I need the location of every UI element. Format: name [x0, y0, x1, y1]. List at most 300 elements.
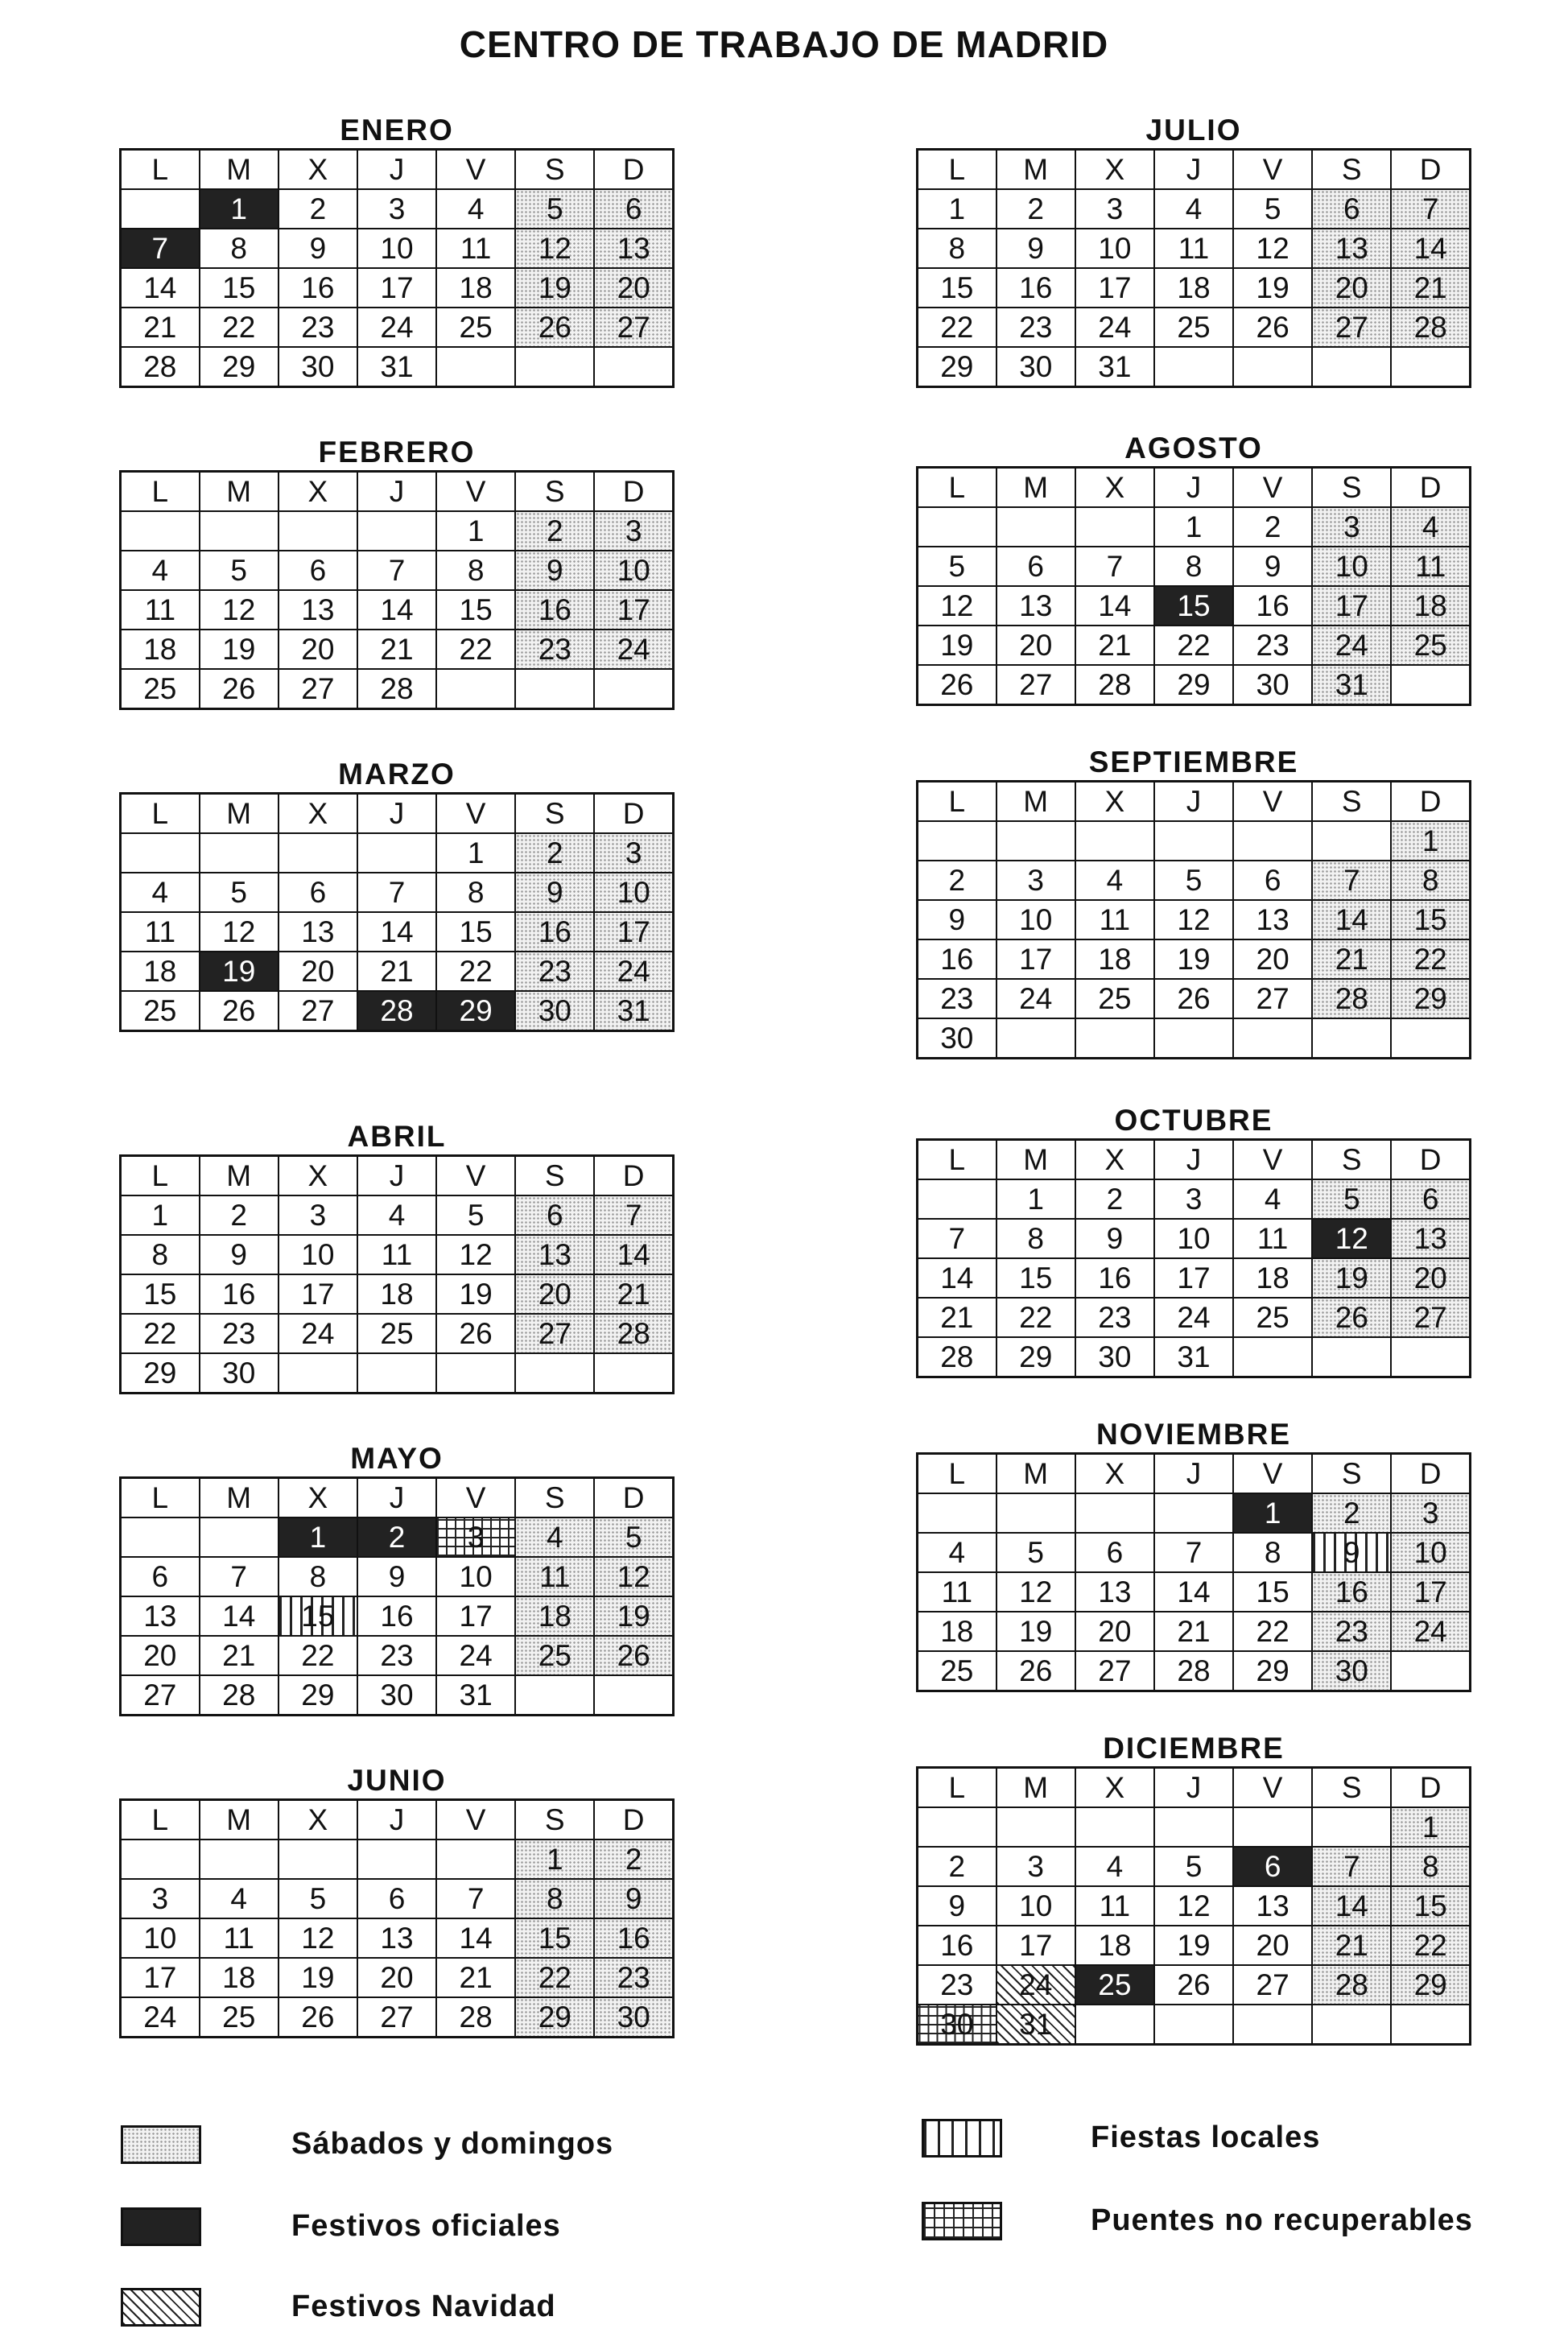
day-cell: 1 [279, 1517, 357, 1557]
day-cell: 9 [594, 1879, 673, 1918]
day-cell: 22 [436, 630, 515, 669]
day-cell: 30 [357, 1675, 436, 1716]
week-row [918, 586, 1471, 626]
legend-label-weekend: Sábados y domingos [291, 2127, 614, 2161]
day-cell: 2 [515, 833, 594, 873]
day-cell: 10 [1075, 229, 1154, 268]
day-cell: 20 [997, 626, 1075, 665]
day-cell: 17 [594, 590, 673, 630]
day-cell: 12 [436, 1235, 515, 1274]
weekday-header: J [1154, 1140, 1233, 1180]
weekday-header: S [515, 794, 594, 834]
day-cell: 23 [594, 1958, 673, 1997]
day-cell: 1 [1233, 1493, 1312, 1533]
day-cell: 4 [1154, 189, 1233, 229]
day-cell: 29 [279, 1675, 357, 1716]
empty-cell [1075, 507, 1154, 547]
day-cell: 15 [1154, 586, 1233, 626]
day-cell: 2 [279, 189, 357, 229]
empty-cell [594, 347, 673, 387]
day-cell: 6 [121, 1557, 200, 1596]
weekday-header: D [594, 1156, 673, 1196]
day-cell: 9 [357, 1557, 436, 1596]
day-cell: 29 [1233, 1651, 1312, 1691]
day-cell: 3 [997, 861, 1075, 900]
day-cell: 20 [1391, 1258, 1470, 1298]
day-cell: 27 [997, 665, 1075, 705]
day-cell: 15 [121, 1274, 200, 1314]
day-cell: 2 [1312, 1493, 1391, 1533]
day-cell: 20 [515, 1274, 594, 1314]
weekday-header: J [1154, 1454, 1233, 1494]
day-cell: 18 [1391, 586, 1470, 626]
day-cell: 3 [436, 1517, 515, 1557]
day-cell: 6 [997, 547, 1075, 586]
empty-cell [1312, 821, 1391, 861]
day-cell: 31 [436, 1675, 515, 1716]
weekday-header: X [279, 1800, 357, 1840]
day-cell: 7 [1154, 1533, 1233, 1572]
day-cell: 5 [594, 1517, 673, 1557]
empty-cell [200, 1840, 279, 1879]
day-cell: 24 [997, 1965, 1075, 2005]
day-cell: 7 [200, 1557, 279, 1596]
day-cell: 17 [1312, 586, 1391, 626]
day-cell: 30 [918, 1018, 997, 1059]
day-cell: 21 [200, 1636, 279, 1675]
week-row [121, 1274, 674, 1314]
day-cell: 4 [121, 551, 200, 590]
legend-label-christmas: Festivos Navidad [291, 2290, 556, 2323]
empty-cell [436, 347, 515, 387]
day-cell: 22 [200, 308, 279, 347]
month-name: MARZO [338, 758, 456, 791]
week-row [121, 1840, 674, 1879]
empty-cell [515, 1675, 594, 1716]
weekday-header: V [436, 1800, 515, 1840]
day-cell: 4 [1075, 861, 1154, 900]
week-row [121, 1675, 674, 1716]
weekday-header-row [121, 150, 674, 190]
week-row [121, 1517, 674, 1557]
day-cell: 10 [594, 873, 673, 912]
day-cell: 26 [1154, 979, 1233, 1018]
page-title: CENTRO DE TRABAJO DE MADRID [459, 23, 1109, 65]
day-cell: 5 [436, 1195, 515, 1235]
day-cell: 17 [1391, 1572, 1470, 1612]
empty-cell [1154, 2005, 1233, 2045]
weekday-header: M [997, 782, 1075, 822]
day-cell: 6 [594, 189, 673, 229]
day-cell: 7 [1391, 189, 1470, 229]
day-cell: 26 [515, 308, 594, 347]
month-name: AGOSTO [1124, 432, 1263, 465]
month-table [916, 1452, 1471, 1692]
day-cell: 11 [1075, 1886, 1154, 1926]
day-cell: 9 [515, 873, 594, 912]
empty-cell [121, 511, 200, 551]
day-cell: 7 [594, 1195, 673, 1235]
day-cell: 26 [1233, 308, 1312, 347]
day-cell: 9 [997, 229, 1075, 268]
empty-cell [1391, 347, 1470, 387]
empty-cell [515, 347, 594, 387]
day-cell: 1 [997, 1179, 1075, 1219]
weekday-header: M [997, 468, 1075, 508]
month-name: ABRIL [347, 1120, 447, 1153]
day-cell: 11 [1391, 547, 1470, 586]
day-cell: 31 [594, 991, 673, 1031]
day-cell: 12 [515, 229, 594, 268]
day-cell: 19 [200, 630, 279, 669]
day-cell: 14 [121, 268, 200, 308]
day-cell: 3 [594, 511, 673, 551]
week-row [121, 189, 674, 229]
day-cell: 22 [436, 952, 515, 991]
weekday-header-row [918, 782, 1471, 822]
weekday-header: L [121, 1478, 200, 1518]
weekday-header-row [121, 1800, 674, 1840]
day-cell: 16 [594, 1918, 673, 1958]
day-cell: 9 [1075, 1219, 1154, 1258]
day-cell: 23 [1233, 626, 1312, 665]
weekday-header: D [1391, 468, 1470, 508]
day-cell: 5 [997, 1533, 1075, 1572]
day-cell: 14 [357, 912, 436, 952]
weekday-header: D [594, 1800, 673, 1840]
week-row [918, 861, 1471, 900]
month-name: DICIEMBRE [1103, 1732, 1285, 1765]
week-row [918, 939, 1471, 979]
empty-cell [1154, 1807, 1233, 1847]
day-cell: 16 [1075, 1258, 1154, 1298]
day-cell: 23 [515, 952, 594, 991]
weekday-header: L [121, 150, 200, 190]
weekday-header: S [515, 150, 594, 190]
weekday-header: V [1233, 1454, 1312, 1494]
week-row [918, 1493, 1471, 1533]
day-cell: 16 [200, 1274, 279, 1314]
week-row [121, 833, 674, 873]
month-name: FEBRERO [318, 436, 476, 469]
weekday-header-row [121, 794, 674, 834]
day-cell: 5 [1312, 1179, 1391, 1219]
day-cell: 13 [121, 1596, 200, 1636]
empty-cell [357, 833, 436, 873]
day-cell: 19 [436, 1274, 515, 1314]
weekday-header: V [1233, 782, 1312, 822]
day-cell: 10 [1391, 1533, 1470, 1572]
day-cell: 2 [918, 861, 997, 900]
day-cell: 28 [1154, 1651, 1233, 1691]
day-cell: 13 [1391, 1219, 1470, 1258]
empty-cell [1233, 347, 1312, 387]
day-cell: 10 [436, 1557, 515, 1596]
day-cell: 24 [997, 979, 1075, 1018]
day-cell: 10 [1312, 547, 1391, 586]
day-cell: 25 [1154, 308, 1233, 347]
weekday-header: M [200, 1156, 279, 1196]
weekday-header: M [997, 1140, 1075, 1180]
empty-cell [1391, 2005, 1470, 2045]
week-row [918, 821, 1471, 861]
weekday-header-row [121, 472, 674, 512]
day-cell: 11 [121, 590, 200, 630]
week-row [918, 1612, 1471, 1651]
day-cell: 8 [279, 1557, 357, 1596]
day-cell: 4 [1075, 1847, 1154, 1886]
day-cell: 29 [515, 1997, 594, 2038]
week-row [918, 189, 1471, 229]
day-cell: 16 [515, 590, 594, 630]
weekday-header: S [1312, 1140, 1391, 1180]
day-cell: 27 [515, 1314, 594, 1353]
day-cell: 7 [121, 229, 200, 268]
day-cell: 9 [515, 551, 594, 590]
week-row [918, 1298, 1471, 1337]
day-cell: 14 [1391, 229, 1470, 268]
day-cell: 18 [121, 630, 200, 669]
day-cell: 14 [918, 1258, 997, 1298]
day-cell: 23 [1075, 1298, 1154, 1337]
day-cell: 2 [357, 1517, 436, 1557]
weekday-header: V [1233, 468, 1312, 508]
day-cell: 28 [357, 991, 436, 1031]
empty-cell [357, 511, 436, 551]
weekday-header: S [1312, 1768, 1391, 1808]
empty-cell [279, 511, 357, 551]
day-cell: 1 [1154, 507, 1233, 547]
weekday-header: L [918, 150, 997, 190]
weekday-header: D [594, 472, 673, 512]
empty-cell [594, 1675, 673, 1716]
weekday-header: M [997, 1768, 1075, 1808]
day-cell: 9 [200, 1235, 279, 1274]
empty-cell [997, 1493, 1075, 1533]
day-cell: 27 [594, 308, 673, 347]
weekday-header: M [200, 794, 279, 834]
day-cell: 22 [1233, 1612, 1312, 1651]
weekday-header: M [200, 472, 279, 512]
day-cell: 17 [121, 1958, 200, 1997]
empty-cell [1312, 2005, 1391, 2045]
day-cell: 9 [1312, 1533, 1391, 1572]
day-cell: 14 [1154, 1572, 1233, 1612]
weekday-header: S [1312, 150, 1391, 190]
official-holiday-swatch [121, 2207, 201, 2246]
day-cell: 7 [1075, 547, 1154, 586]
day-cell: 12 [1233, 229, 1312, 268]
day-cell: 10 [1154, 1219, 1233, 1258]
weekday-header: J [357, 472, 436, 512]
weekday-header: S [515, 472, 594, 512]
day-cell: 6 [1391, 1179, 1470, 1219]
day-cell: 7 [1312, 861, 1391, 900]
weekday-header: X [279, 1156, 357, 1196]
day-cell: 11 [515, 1557, 594, 1596]
weekday-header: J [357, 1156, 436, 1196]
day-cell: 2 [1233, 507, 1312, 547]
day-cell: 9 [279, 229, 357, 268]
day-cell: 5 [279, 1879, 357, 1918]
empty-cell [1154, 347, 1233, 387]
day-cell: 17 [279, 1274, 357, 1314]
day-cell: 11 [1154, 229, 1233, 268]
empty-cell [1312, 347, 1391, 387]
day-cell: 25 [200, 1997, 279, 2038]
day-cell: 7 [357, 873, 436, 912]
day-cell: 15 [918, 268, 997, 308]
weekday-header: J [1154, 1768, 1233, 1808]
day-cell: 28 [436, 1997, 515, 2038]
day-cell: 27 [279, 991, 357, 1031]
empty-cell [997, 1807, 1075, 1847]
weekday-header-row [918, 468, 1471, 508]
weekday-header: X [1075, 1140, 1154, 1180]
week-row [121, 1997, 674, 2038]
day-cell: 16 [997, 268, 1075, 308]
week-row [918, 1258, 1471, 1298]
month-name: OCTUBRE [1114, 1104, 1273, 1137]
empty-cell [436, 1353, 515, 1394]
day-cell: 28 [1312, 979, 1391, 1018]
day-cell: 23 [918, 979, 997, 1018]
empty-cell [1154, 821, 1233, 861]
month-marzo [119, 757, 675, 1032]
day-cell: 28 [594, 1314, 673, 1353]
day-cell: 5 [918, 547, 997, 586]
day-cell: 8 [436, 551, 515, 590]
day-cell: 25 [515, 1636, 594, 1675]
weekday-header: D [1391, 782, 1470, 822]
week-row [121, 347, 674, 387]
day-cell: 29 [200, 347, 279, 387]
weekday-header: J [357, 150, 436, 190]
empty-cell [515, 669, 594, 709]
day-cell: 12 [200, 590, 279, 630]
day-cell: 15 [515, 1918, 594, 1958]
month-junio [119, 1763, 675, 2038]
day-cell: 28 [1075, 665, 1154, 705]
weekday-header: D [1391, 1768, 1470, 1808]
day-cell: 13 [279, 590, 357, 630]
week-row [918, 1179, 1471, 1219]
day-cell: 12 [200, 912, 279, 952]
day-cell: 22 [1154, 626, 1233, 665]
day-cell: 26 [200, 669, 279, 709]
weekday-header: V [436, 1156, 515, 1196]
day-cell: 21 [121, 308, 200, 347]
day-cell: 10 [997, 900, 1075, 939]
day-cell: 31 [357, 347, 436, 387]
day-cell: 24 [1391, 1612, 1470, 1651]
week-row [121, 308, 674, 347]
weekend-swatch [121, 2125, 201, 2164]
day-cell: 4 [200, 1879, 279, 1918]
empty-cell [1075, 1807, 1154, 1847]
weekday-header: J [357, 1800, 436, 1840]
empty-cell [200, 833, 279, 873]
empty-cell [1391, 1337, 1470, 1377]
day-cell: 25 [436, 308, 515, 347]
day-cell: 20 [1233, 939, 1312, 979]
weekday-header: L [918, 468, 997, 508]
weekday-header: V [436, 150, 515, 190]
day-cell: 31 [1154, 1337, 1233, 1377]
weekday-header: X [1075, 468, 1154, 508]
day-cell: 21 [1391, 268, 1470, 308]
weekday-header: M [200, 1800, 279, 1840]
empty-cell [1233, 1807, 1312, 1847]
week-row [918, 1533, 1471, 1572]
week-row [918, 900, 1471, 939]
day-cell: 16 [1233, 586, 1312, 626]
month-table [119, 1798, 675, 2038]
month-name: ENERO [340, 114, 454, 147]
day-cell: 10 [279, 1235, 357, 1274]
day-cell: 28 [1391, 308, 1470, 347]
day-cell: 27 [1075, 1651, 1154, 1691]
day-cell: 27 [121, 1675, 200, 1716]
week-row [121, 952, 674, 991]
empty-cell [1075, 2005, 1154, 2045]
month-mayo [119, 1441, 675, 1716]
day-cell: 29 [1391, 1965, 1470, 2005]
day-cell: 20 [594, 268, 673, 308]
day-cell: 31 [1075, 347, 1154, 387]
weekday-header: X [279, 472, 357, 512]
week-row [121, 1596, 674, 1636]
week-row [121, 1958, 674, 1997]
day-cell: 22 [1391, 939, 1470, 979]
weekday-header: D [1391, 1454, 1470, 1494]
day-cell: 12 [1312, 1219, 1391, 1258]
weekday-header: L [918, 1768, 997, 1808]
empty-cell [279, 1840, 357, 1879]
day-cell: 13 [997, 586, 1075, 626]
day-cell: 29 [121, 1353, 200, 1394]
day-cell: 1 [515, 1840, 594, 1879]
day-cell: 26 [1312, 1298, 1391, 1337]
day-cell: 20 [279, 630, 357, 669]
week-row [918, 1926, 1471, 1965]
day-cell: 12 [1154, 1886, 1233, 1926]
day-cell: 30 [918, 2005, 997, 2045]
weekday-header: X [279, 794, 357, 834]
day-cell: 12 [594, 1557, 673, 1596]
weekday-header: V [1233, 150, 1312, 190]
day-cell: 23 [918, 1965, 997, 2005]
day-cell: 25 [1075, 979, 1154, 1018]
day-cell: 14 [594, 1235, 673, 1274]
month-table [119, 792, 675, 1032]
day-cell: 29 [1154, 665, 1233, 705]
day-cell: 25 [121, 991, 200, 1031]
weekday-header: V [436, 794, 515, 834]
empty-cell [515, 1353, 594, 1394]
day-cell: 28 [200, 1675, 279, 1716]
week-row [121, 590, 674, 630]
day-cell: 9 [918, 900, 997, 939]
day-cell: 1 [121, 1195, 200, 1235]
week-row [121, 268, 674, 308]
day-cell: 2 [594, 1840, 673, 1879]
weekday-header: M [200, 1478, 279, 1518]
week-row [918, 1337, 1471, 1377]
weekday-header-row [918, 1454, 1471, 1494]
day-cell: 22 [997, 1298, 1075, 1337]
empty-cell [121, 833, 200, 873]
